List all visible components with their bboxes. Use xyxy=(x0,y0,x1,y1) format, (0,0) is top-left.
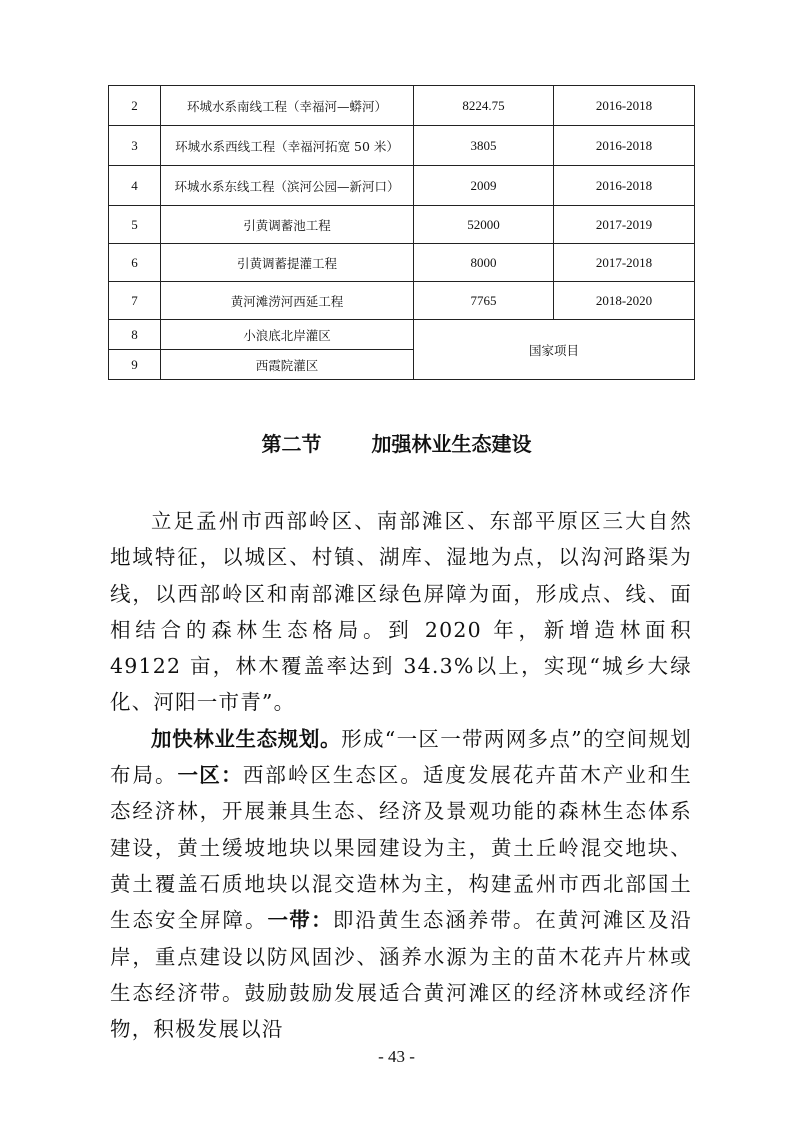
table-row xyxy=(109,320,695,350)
project-name: 环城水系西线工程（幸福河拓宽 50 米） xyxy=(161,126,414,166)
zone-label: 一带： xyxy=(267,908,333,933)
body-text xyxy=(110,503,692,1047)
page-number: - 43 - xyxy=(378,1047,415,1066)
construction-period: 2017-2018 xyxy=(554,244,695,282)
table-row xyxy=(109,206,695,244)
project-name: 引黄调蓄池工程 xyxy=(161,206,414,244)
section-title: 加强林业生态建设 xyxy=(371,432,532,456)
paragraph-text: 形成“一区一带两网多点”的空间规划布局。 xyxy=(110,726,692,788)
row-number: 4 xyxy=(109,166,161,206)
paragraph-lead: 加快林业生态规划。 xyxy=(151,726,342,751)
row-number: 7 xyxy=(109,282,161,320)
zone-label: 一区： xyxy=(177,763,243,788)
paragraph: 立足孟州市西部岭区、南部滩区、东部平原区三大自然地域特征，以城区、村镇、湖库、湿地为点，以沟河路渠为线，以西部岭区和南部滩区绿色屏障为面，形成点、线、面相结合的森林生态格局。到 2020 年，新增造林面积 49122 亩，林木覆盖率达到 34.3%以上，实现“城乡大绿化、河阳一市青”。 xyxy=(110,509,692,715)
construction-period: 2016-2018 xyxy=(554,166,695,206)
row-number: 8 xyxy=(109,320,161,350)
row-number: 3 xyxy=(109,126,161,166)
construction-period: 2016-2018 xyxy=(554,86,695,126)
construction-period: 2017-2019 xyxy=(554,206,695,244)
paragraph-text: 即沿黄生态涵养带。在黄河滩区及沿岸，重点建设以防风固沙、涵养水源为主的苗木花卉片林或生态经济带。鼓励鼓励发展适合黄河滩区的经济林或经济作物，积极发展以沿 xyxy=(110,908,693,1042)
row-number: 5 xyxy=(109,206,161,244)
construction-period: 2018-2020 xyxy=(554,282,695,320)
section-heading xyxy=(0,428,793,457)
investment-amount: 8224.75 xyxy=(414,86,554,126)
project-name: 黄河滩涝河西延工程 xyxy=(161,282,414,320)
row-number: 6 xyxy=(109,244,161,282)
project-name: 西霞院灌区 xyxy=(161,350,414,380)
national-project-note: 国家项目 xyxy=(414,320,695,380)
table-row xyxy=(109,126,695,166)
project-name: 引黄调蓄提灌工程 xyxy=(161,244,414,282)
table-row xyxy=(109,166,695,206)
project-table xyxy=(108,85,695,380)
project-name: 环城水系南线工程（幸福河—蟒河） xyxy=(161,86,414,126)
table-row xyxy=(109,282,695,320)
investment-amount: 3805 xyxy=(414,126,554,166)
section-number: 第二节 xyxy=(261,432,322,456)
investment-amount: 8000 xyxy=(414,244,554,282)
project-name: 环城水系东线工程（滨河公园—新河口） xyxy=(161,166,414,206)
investment-amount: 2009 xyxy=(414,166,554,206)
row-number: 2 xyxy=(109,86,161,126)
table-row xyxy=(109,86,695,126)
paragraph-text: 西部岭区生态区。适度发展花卉苗木产业和生态经济林，开展兼具生态、经济及景观功能的森林生态体系建设，黄土缓坡地块以果园建设为主，黄土丘岭混交地块、黄土覆盖石质地块以混交造林为主，构建孟州市西北部国土生态安全屏障。 xyxy=(110,763,693,933)
paragraph xyxy=(110,721,692,1048)
row-number: 9 xyxy=(109,350,161,380)
table-row xyxy=(109,244,695,282)
investment-amount: 52000 xyxy=(414,206,554,244)
investment-amount: 7765 xyxy=(414,282,554,320)
project-name: 小浪底北岸灌区 xyxy=(161,320,414,350)
construction-period: 2016-2018 xyxy=(554,126,695,166)
